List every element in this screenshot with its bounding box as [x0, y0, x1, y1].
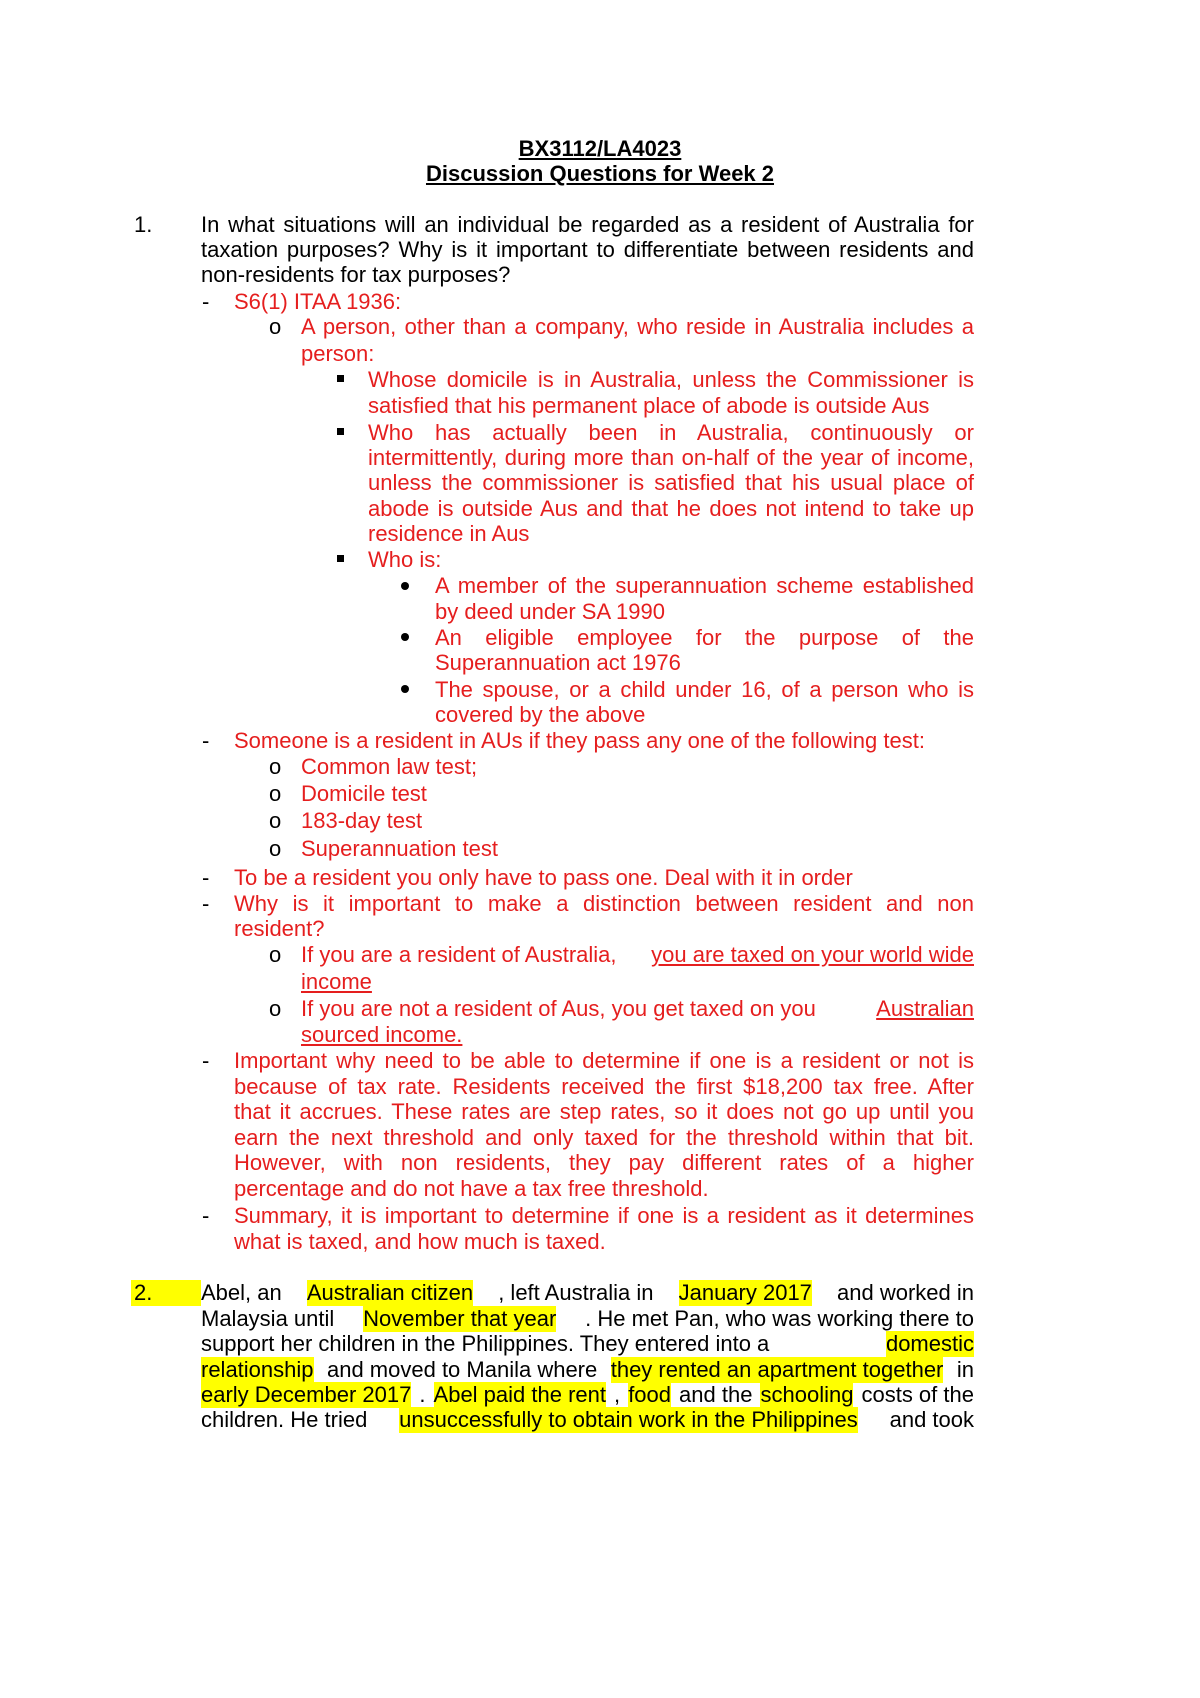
eligible-line-1: An eligible employee for the purpose of the — [435, 625, 974, 650]
domicile-line-2: satisfied that his permanent place of abode is outside Aus — [368, 393, 930, 418]
q2-text: in — [956, 1357, 974, 1382]
eligible-line-2: Superannuation act 1976 — [435, 650, 681, 675]
q1-line-1: In what situations will an individual be regarded as a resident of Australia for — [201, 212, 974, 237]
q2-text: and worked in — [837, 1280, 974, 1305]
q2-highlight: Australian citizen — [306, 1280, 474, 1305]
resident-text: If you are a resident of Australia, — [301, 942, 623, 967]
domicile-line-1: Whose domicile is in Australia, unless the Commissioner is — [368, 367, 974, 392]
q2-line-2 — [201, 1306, 974, 1332]
actual-line-2: intermittently, during more than on-half of the year of income, — [368, 445, 974, 470]
course-code: BX3112/LA4023 — [518, 136, 682, 161]
person-line-2: person: — [301, 341, 375, 366]
spouse-line-1: The spouse, or a child under 16, of a person who is — [435, 677, 974, 702]
q2-text: and the — [679, 1382, 753, 1407]
q2-line-3 — [201, 1331, 974, 1357]
rate-line-4: earn the next threshold and only taxed for the threshold within that bit. — [234, 1125, 974, 1150]
summary-line-2: what is taxed, and how much is taxed. — [234, 1229, 606, 1254]
person-line-1: A person, other than a company, who reside in Australia includes a — [301, 314, 974, 339]
dash-marker: - — [202, 891, 210, 916]
q1-number: 1. — [134, 212, 153, 237]
q2-text: , — [614, 1382, 621, 1407]
summary-line-1: Summary, it is important to determine if one is a resident as it determines — [234, 1203, 974, 1228]
circle-marker: o — [269, 808, 282, 833]
circle-marker: o — [269, 996, 282, 1021]
q2-text: Abel, an — [201, 1280, 282, 1305]
actual-line-5: residence in Aus — [368, 521, 530, 546]
test-item: 183-day test — [301, 808, 423, 833]
q2-text: support her children in the Philippines. They entered into a — [201, 1331, 770, 1356]
q2-text: Malaysia until — [201, 1306, 335, 1331]
page-title: Discussion Questions for Week 2 — [425, 161, 775, 186]
rate-line-6: percentage and do not have a tax free threshold. — [234, 1176, 709, 1201]
resident-underlined: you are taxed on your world wide — [651, 942, 974, 967]
q2-highlight: early December 2017 — [201, 1382, 412, 1407]
q2-text: , left Australia in — [498, 1280, 654, 1305]
member-line-2: by deed under SA 1990 — [435, 599, 665, 624]
dash-marker: - — [202, 289, 210, 314]
round-bullet — [401, 633, 409, 641]
resident-line-2: income — [301, 969, 372, 994]
q2-text: and took — [889, 1407, 974, 1432]
q1-line-3: non-residents for tax purposes? — [201, 262, 511, 287]
circle-marker: o — [269, 314, 282, 339]
rate-line-5: However, with non residents, they pay different rates of a higher — [234, 1150, 974, 1175]
member-line-1: A member of the superannuation scheme established — [435, 573, 974, 598]
round-bullet — [401, 685, 409, 693]
q2-number: 2. — [134, 1280, 153, 1305]
test-item: Common law test; — [301, 754, 478, 779]
q2-line-1 — [201, 1280, 974, 1306]
q1-line-2: taxation purposes? Why is it important to differentiate between residents and — [201, 237, 974, 262]
s6-heading: S6(1) ITAA 1936: — [234, 289, 402, 314]
q2-number-highlight — [131, 1280, 201, 1306]
q2-text: and moved to Manila where — [326, 1357, 598, 1382]
q2-text: children. He tried — [201, 1407, 368, 1432]
q2-highlight: domestic — [885, 1331, 974, 1356]
q2-highlight: November that year — [363, 1306, 557, 1331]
q2-line-6 — [201, 1407, 974, 1433]
q2-text: . — [419, 1382, 426, 1407]
nonresident-line-1 — [301, 996, 974, 1022]
circle-marker: o — [269, 781, 282, 806]
round-bullet — [401, 582, 409, 590]
rate-line-1: Important why need to be able to determine if one is a resident or not is — [234, 1048, 974, 1073]
actual-line-3: unless the commissioner is satisfied that his usual place of — [368, 470, 974, 495]
resident-line-1 — [301, 942, 974, 968]
q2-highlight: food — [628, 1382, 672, 1407]
circle-marker: o — [269, 836, 282, 861]
q2-highlight: they rented an apartment together — [610, 1357, 944, 1382]
square-bullet — [337, 555, 344, 562]
q2-highlight: January 2017 — [678, 1280, 812, 1305]
nonresident-underlined: Australian — [876, 996, 974, 1021]
test-item: Superannuation test — [301, 836, 498, 861]
test-item: Domicile test — [301, 781, 427, 806]
why-line-1: Why is it important to make a distinction between resident and non — [234, 891, 974, 916]
actual-line-1: Who has actually been in Australia, continuously or — [368, 420, 974, 445]
actual-line-4: abode is outside Aus and that he does not intend to take up — [368, 496, 974, 521]
dash-marker: - — [202, 728, 210, 753]
dash-marker: - — [202, 1203, 210, 1228]
pass-one: To be a resident you only have to pass one. Deal with it in order — [234, 865, 853, 890]
nonresident-text: If you are not a resident of Aus, you get taxed on you — [301, 996, 823, 1021]
q2-highlight: schooling — [760, 1382, 854, 1407]
circle-marker: o — [269, 942, 282, 967]
q2-text: . He met Pan, who was working there to — [585, 1306, 974, 1331]
rate-line-3: that it accrues. These rates are step rates, so it does not go up until you — [234, 1099, 974, 1124]
square-bullet — [337, 428, 344, 435]
q2-line-4 — [201, 1357, 974, 1383]
nonresident-line-2: sourced income. — [301, 1022, 463, 1047]
someone-resident: Someone is a resident in AUs if they pass any one of the following test: — [234, 728, 925, 753]
q2-highlight: unsuccessfully to obtain work in the Philippines — [399, 1407, 858, 1432]
rate-line-2: because of tax rate. Residents received the first $18,200 tax free. After — [234, 1074, 974, 1099]
who-is: Who is: — [368, 547, 442, 572]
spouse-line-2: covered by the above — [435, 702, 646, 727]
dash-marker: - — [202, 865, 210, 890]
q2-text: costs of the — [861, 1382, 974, 1407]
circle-marker: o — [269, 754, 282, 779]
why-line-2: resident? — [234, 916, 325, 941]
q2-line-5 — [201, 1382, 974, 1408]
q2-highlight: Abel paid the rent — [433, 1382, 606, 1407]
square-bullet — [337, 375, 344, 382]
dash-marker: - — [202, 1048, 210, 1073]
q2-highlight: relationship — [201, 1357, 314, 1382]
